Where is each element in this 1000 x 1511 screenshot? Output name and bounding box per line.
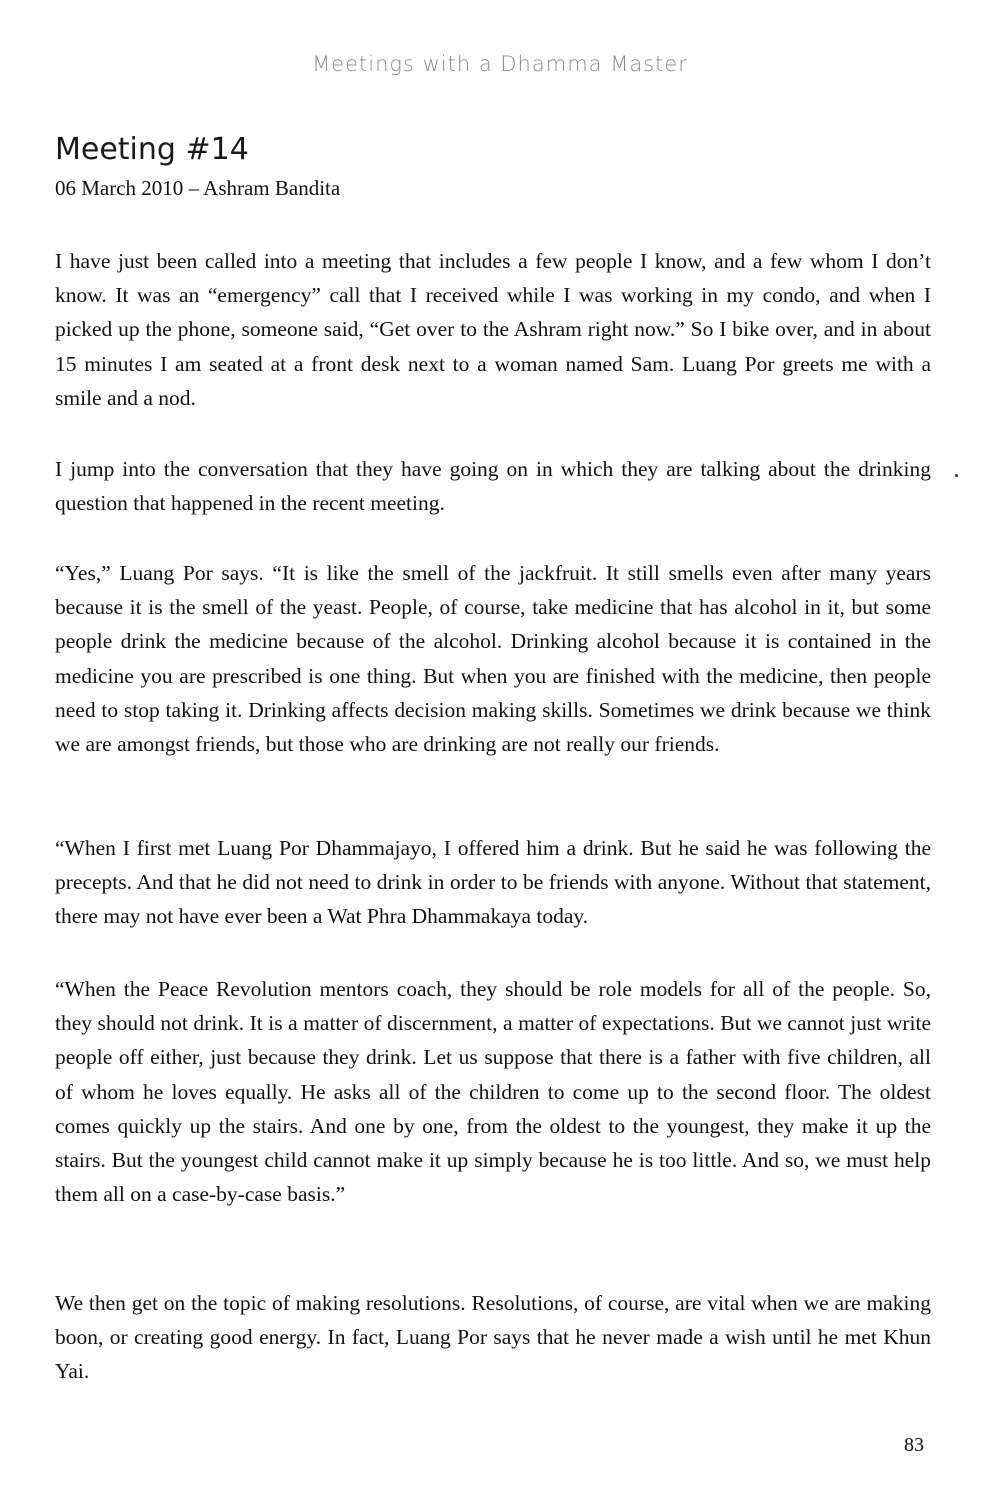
meeting-date-line: 06 March 2010 – Ashram Bandita xyxy=(55,176,341,200)
paragraph-3: “Yes,” Luang Por says. “It is like the smell of the jackfruit. It still smells even after many years because it is the smell of the yeast. People, of course, take medicine that has alcohol in it, but some people drink the medicine because of the alcohol. Drinking alcohol because it is contained in the medicine you are prescribed is one thing. But when you are finished with the medicine, then people need to stop taking it. Drinking affects decision making skills. Sometimes we drink because we think we are amongst friends, but those who are drinking are not really our friends. xyxy=(55,561,931,757)
page-number: 83 xyxy=(904,1434,924,1456)
paragraph-5: “When the Peace Revolution mentors coach, they should be role models for all of the people. So, they should not drink. It is a matter of discernment, a matter of expectations. But we cannot just write people off either, just because they drink. Let us suppose that there is a father with five children, all of whom he loves equally. He asks all of the children to come up to the second floor. The oldest comes quickly up the stairs. And one by one, from the oldest to the youngest, they make it up the stairs. But the youngest child cannot make it up simply because he is too little. And so, we must help them all on a case-by-case basis.” xyxy=(55,977,931,1207)
paragraph-2: I jump into the conversation that they have going on in which they are talking about the drinking question that happened in the recent meeting. xyxy=(55,457,931,516)
paragraph-1: I have just been called into a meeting that includes a few people I know, and a few whom I don’t know. It was an “emergency” call that I received while I was working in my condo, and when I picked up the phone, someone said, “Get over to the Ashram right now.” So I bike over, and in about 15 minutes I am seated at a front desk next to a woman named Sam. Luang Por greets me with a smile and a nod. xyxy=(55,249,931,410)
paragraph-4: “When I first met Luang Por Dhammajayo, I offered him a drink. But he said he was following the precepts. And that he did not need to drink in order to be friends with anyone. Without that statement, there may not have ever been a Wat Phra Dhammakaya today. xyxy=(55,836,931,929)
meeting-title: Meeting #14 xyxy=(55,132,249,167)
margin-speck xyxy=(955,474,958,477)
running-header: Meetings with a Dhamma Master xyxy=(312,52,688,76)
paragraph-6: We then get on the topic of making resolutions. Resolutions, of course, are vital when we are making boon, or creating good energy. In fact, Luang Por says that he never made a wish until he met Khun Yai. xyxy=(55,1291,931,1384)
